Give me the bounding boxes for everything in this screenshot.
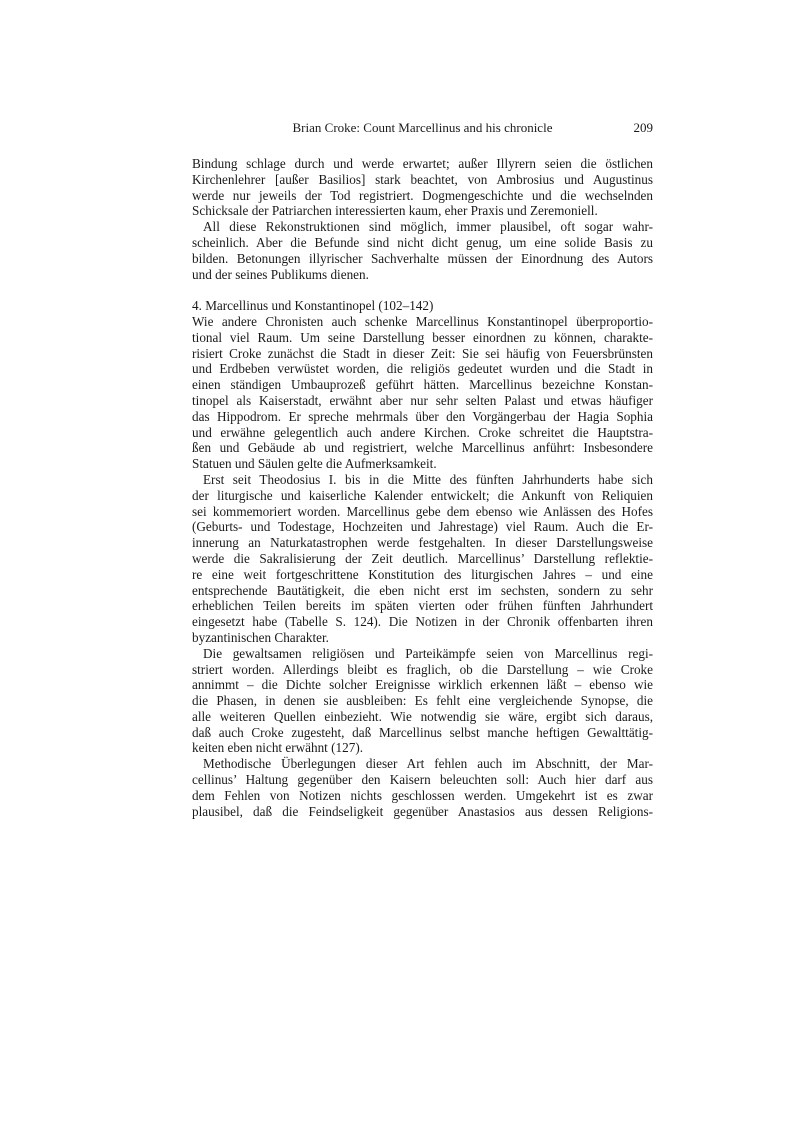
text-line: werde nur jeweils der Tod registriert. Dogmengeschichte und die wechselnden bbox=[192, 187, 653, 203]
text-line: Statuen und Säulen gelte die Aufmerksamkeit. bbox=[192, 456, 437, 472]
text-line: tinopel als Kaiserstadt, erwähnt aber nur sehr selten Palast und etwas häufiger bbox=[192, 392, 653, 408]
text-line: keiten eben nicht erwähnt (127). bbox=[192, 740, 364, 756]
text-line: dem Fehlen von Notizen nichts geschlossen werden. Umgekehrt ist es zwar bbox=[192, 787, 653, 803]
document-page bbox=[192, 119, 653, 819]
text-line: cellinus’ Haltung gegenüber den Kaisern beleuchten soll: Auch hier darf aus bbox=[192, 772, 653, 788]
text-line: All diese Rekonstruktionen sind möglich, immer plausibel, oft sogar wahr- bbox=[203, 219, 653, 235]
running-title: Brian Croke: Count Marcellinus and his chronicle bbox=[292, 120, 553, 135]
text-line: Erst seit Theodosius I. bis in die Mitte des fünften Jahrhunderts habe sich bbox=[203, 471, 653, 487]
text-line: plausibel, daß die Feindseligkeit gegenüber Anastasios aus dessen Religions- bbox=[192, 803, 653, 819]
text-line: ßen und Gebäude ab und registriert, welche Marcellinus anführt: Insbesondere bbox=[192, 440, 653, 456]
paragraph-1 bbox=[192, 156, 653, 219]
text-line: und der seines Publikums dienen. bbox=[192, 266, 369, 282]
text-line: Bindung schlage durch und werde erwartet; außer Illyrern seien die östlichen bbox=[192, 156, 653, 171]
text-line: sei kommemoriert worden. Marcellinus gebe dem ebenso wie Anlässen des Hofes bbox=[192, 503, 653, 519]
text-line: tional viel Raum. Um seine Darstellung besser einordnen zu können, charakte- bbox=[192, 329, 653, 345]
text-line: einen ständigen Umbauprozeß geführt hätten. Marcellinus bezeichne Konstan- bbox=[192, 377, 653, 393]
text-line: und Erdbeben verwüstet worden, die religiös gedeutet wurden und die Stadt in bbox=[192, 361, 653, 377]
text-line: erheblichen Teilen bereits im späten vierten oder frühen fünften Jahrhundert bbox=[192, 598, 653, 614]
text-line: das Hippodrom. Er spreche mehrmals über den Vorgängerbau der Hagia Sophia bbox=[192, 408, 653, 424]
text-line: entsprechende Bautätigkeit, die eben nicht erst im sechsten, sondern zu sehr bbox=[192, 582, 653, 598]
text-line: werde die Sakralisierung der Zeit deutlich. Marcellinus’ Darstellung reflektie- bbox=[192, 550, 653, 566]
text-line: re eine weit fortgeschrittene Konstitution des liturgischen Jahres – und eine bbox=[192, 566, 653, 582]
text-line: der liturgische und kaiserliche Kalender entwickelt; die Ankunft von Reliquien bbox=[192, 487, 653, 503]
text-line: Kirchenlehrer [außer Basilios] stark beachtet, von Ambrosius und Augustinus bbox=[192, 171, 653, 187]
paragraph-2 bbox=[192, 219, 653, 282]
text-line: die Phasen, in denen sie ausbleiben: Es fehlt eine vergleichende Synopse, die bbox=[192, 693, 653, 709]
paragraph-4 bbox=[192, 472, 653, 646]
text-line: scheinlich. Aber die Befunde sind nicht dicht genug, um eine solide Basis zu bbox=[192, 234, 653, 250]
text-line: Wie andere Chronisten auch schenke Marcellinus Konstantinopel überproportio- bbox=[192, 313, 653, 329]
text-line: daß auch Croke zugesteht, daß Marcellinus selbst manche heftigen Gewalttätig- bbox=[192, 724, 653, 740]
text-line: risiert Croke zunächst die Stadt in dieser Zeit: Sie sei häufig von Feuersbrünsten bbox=[192, 345, 653, 361]
text-line: byzantinischen Charakter. bbox=[192, 629, 329, 645]
paragraph-3 bbox=[192, 314, 653, 472]
text-line: bilden. Betonungen illyrischer Sachverhalte müssen der Einordnung des Autors bbox=[192, 250, 653, 266]
page-number: 209 bbox=[633, 120, 653, 135]
section-heading: 4. Marcellinus und Konstantinopel (102–142) bbox=[192, 298, 434, 314]
text-line: annimmt – die Dichte solcher Ereignisse wirklich erkennen läßt – ebenso wie bbox=[192, 677, 653, 693]
paragraph-5 bbox=[192, 646, 653, 757]
text-line: Methodische Überlegungen dieser Art fehlen auch im Abschnitt, der Mar- bbox=[203, 756, 653, 772]
running-head bbox=[192, 119, 653, 137]
text-line: alle weiteren Quellen einbezieht. Wie notwendig sie wäre, ergibt sich daraus, bbox=[192, 708, 653, 724]
text-line: eingesetzt habe (Tabelle S. 124). Die Notizen in der Chronik offenbarten ihren bbox=[192, 614, 653, 630]
body-text bbox=[192, 156, 653, 819]
text-line: Schicksale der Patriarchen interessierten kaum, eher Praxis und Zeremoniell. bbox=[192, 203, 598, 219]
text-line: innerung an Naturkatastrophen werde festgehalten. In dieser Darstellungsweise bbox=[192, 535, 653, 551]
text-line: Die gewaltsamen religiösen und Parteikämpfe seien von Marcellinus regi- bbox=[203, 645, 653, 661]
paragraph-6 bbox=[192, 756, 653, 819]
text-line: und erwähne gelegentlich auch andere Kirchen. Croke schreitet die Hauptstra- bbox=[192, 424, 653, 440]
text-line: (Geburts- und Todestage, Hochzeiten und Jahrestage) viel Raum. Auch die Er- bbox=[192, 519, 653, 535]
text-line: striert worden. Allerdings bleibt es fraglich, ob die Darstellung – wie Croke bbox=[192, 661, 653, 677]
